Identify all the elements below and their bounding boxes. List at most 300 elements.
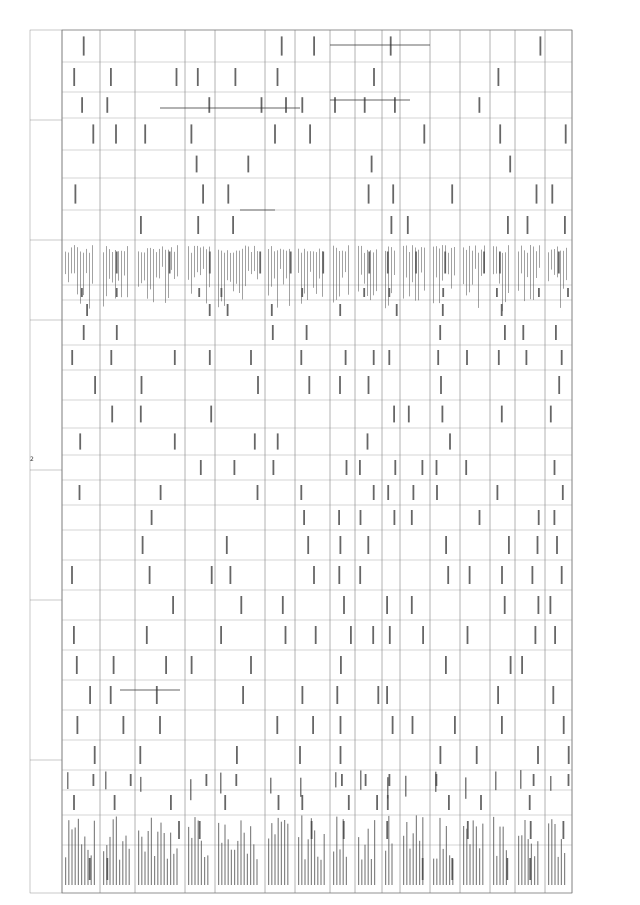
reason-text-line bbox=[230, 253, 231, 282]
cell-value-mark bbox=[504, 325, 506, 340]
cell-value-mark bbox=[554, 460, 556, 475]
cell-value-mark bbox=[299, 746, 301, 764]
cell-value-mark bbox=[302, 686, 304, 704]
reason-text-line bbox=[436, 246, 437, 277]
cell-value-mark bbox=[423, 124, 425, 143]
cell-value-mark bbox=[230, 566, 232, 584]
row-unit-mark bbox=[67, 772, 69, 789]
cell-value-mark bbox=[313, 566, 315, 584]
cell-value-mark bbox=[530, 821, 532, 839]
cell-value-mark bbox=[437, 350, 439, 365]
row-unit-mark bbox=[495, 772, 497, 791]
table-frame bbox=[62, 30, 572, 893]
cell-value-mark bbox=[277, 68, 279, 86]
reason-text-line bbox=[451, 248, 452, 289]
row-name-text-line bbox=[247, 854, 248, 885]
row-name-text-line bbox=[561, 839, 562, 885]
cell-value-mark bbox=[389, 774, 391, 786]
reason-text-line bbox=[257, 251, 258, 279]
cell-value-mark bbox=[227, 304, 229, 316]
reason-text-line bbox=[502, 253, 503, 311]
reason-text-line bbox=[150, 248, 151, 290]
reason-text-line bbox=[313, 251, 314, 287]
row-name-text-line bbox=[364, 845, 365, 885]
cell-value-mark bbox=[146, 626, 148, 644]
cell-value-mark bbox=[537, 536, 539, 554]
reason-text-line bbox=[484, 246, 485, 273]
cell-value-mark bbox=[394, 510, 396, 525]
row-unit-mark bbox=[190, 779, 192, 800]
cell-value-mark bbox=[92, 124, 94, 143]
row-name-text-line bbox=[422, 817, 423, 885]
row-name-text-line bbox=[503, 827, 504, 885]
cell-value-mark bbox=[308, 376, 310, 394]
row-name-text-line bbox=[274, 834, 275, 885]
reason-text-line bbox=[218, 250, 219, 308]
cell-value-mark bbox=[479, 97, 481, 113]
reason-text-line bbox=[496, 247, 497, 274]
cell-value-mark bbox=[373, 68, 375, 86]
row-name-text-line bbox=[413, 833, 414, 885]
row-name-text-line bbox=[173, 854, 174, 885]
cell-value-mark bbox=[110, 350, 112, 365]
cell-value-mark bbox=[110, 68, 112, 86]
cell-value-mark bbox=[386, 821, 388, 839]
reason-text-line bbox=[162, 246, 163, 266]
reason-text-line bbox=[109, 249, 110, 279]
cell-value-mark bbox=[110, 686, 112, 704]
row-name-text-line bbox=[371, 859, 372, 885]
reason-text-line bbox=[418, 250, 419, 301]
row-name-text-line bbox=[463, 826, 464, 885]
row-name-text-line bbox=[278, 818, 279, 885]
reason-text-line bbox=[271, 246, 272, 287]
row-name-text-line bbox=[167, 859, 168, 885]
cell-value-mark bbox=[174, 433, 176, 449]
row-name-text-line bbox=[469, 844, 470, 885]
reason-text-line bbox=[433, 247, 434, 304]
row-unit-mark bbox=[360, 771, 362, 790]
cell-value-mark bbox=[334, 97, 336, 113]
reason-text-line bbox=[521, 246, 522, 274]
row-name-text-line bbox=[531, 844, 532, 885]
cell-value-mark bbox=[373, 485, 375, 500]
row-name-text-line bbox=[253, 844, 254, 885]
cell-value-mark bbox=[211, 566, 213, 584]
reason-text-line bbox=[65, 252, 66, 275]
cell-value-mark bbox=[568, 774, 570, 786]
row-name-text-line bbox=[433, 859, 434, 885]
cell-value-mark bbox=[359, 460, 361, 475]
cell-value-mark bbox=[411, 596, 413, 614]
cell-value-mark bbox=[276, 716, 278, 734]
row-unit-mark bbox=[387, 777, 389, 798]
reason-text-line bbox=[83, 253, 84, 295]
cell-value-mark bbox=[480, 795, 482, 810]
reason-text-line bbox=[188, 246, 189, 280]
reason-text-line bbox=[68, 253, 69, 283]
reason-text-line bbox=[319, 249, 320, 279]
reason-text-line bbox=[370, 250, 371, 300]
cell-value-mark bbox=[312, 716, 314, 734]
row-name-text-line bbox=[268, 839, 269, 886]
cell-value-mark bbox=[315, 626, 317, 644]
reason-text-line bbox=[89, 253, 90, 309]
reason-text-line bbox=[138, 251, 139, 286]
reason-text-line bbox=[191, 253, 192, 294]
cell-value-mark bbox=[412, 716, 414, 734]
reason-text-line bbox=[206, 249, 207, 303]
reason-text-line bbox=[127, 246, 128, 297]
cell-value-mark bbox=[496, 288, 498, 297]
cell-value-mark bbox=[285, 626, 287, 644]
cell-value-mark bbox=[540, 36, 542, 55]
reason-text-line bbox=[339, 251, 340, 297]
row-name-text-line bbox=[271, 823, 272, 885]
reason-text-line bbox=[442, 245, 443, 281]
row-name-text-line bbox=[317, 857, 318, 885]
row-name-text-line bbox=[479, 848, 480, 885]
row-name-text-line bbox=[301, 816, 302, 886]
reason-text-line bbox=[277, 250, 278, 307]
cell-value-mark bbox=[422, 460, 424, 475]
row-name-text-line bbox=[473, 820, 474, 885]
reason-text-line bbox=[236, 251, 237, 284]
reason-text-line bbox=[481, 250, 482, 276]
reason-text-line bbox=[554, 249, 555, 275]
row-name-text-line bbox=[157, 832, 158, 885]
header-band bbox=[30, 30, 62, 893]
cell-value-mark bbox=[501, 566, 503, 584]
row-name-text-line bbox=[496, 856, 497, 885]
row-name-text-line bbox=[518, 836, 519, 885]
cell-value-mark bbox=[550, 406, 552, 423]
reason-text-line bbox=[403, 246, 404, 299]
cell-value-mark bbox=[160, 485, 162, 500]
cell-value-mark bbox=[436, 485, 438, 500]
cell-value-mark bbox=[436, 460, 438, 475]
reason-text-line bbox=[80, 252, 81, 304]
reason-text-line bbox=[551, 250, 552, 270]
row-unit-mark bbox=[105, 772, 107, 790]
reason-text-line bbox=[86, 249, 87, 273]
cell-value-mark bbox=[538, 288, 540, 297]
cell-value-mark bbox=[476, 746, 478, 764]
cell-value-mark bbox=[200, 460, 202, 475]
reason-text-line bbox=[233, 253, 234, 292]
reason-text-line bbox=[194, 246, 195, 277]
row-unit-mark bbox=[550, 776, 552, 791]
cell-value-mark bbox=[340, 716, 342, 734]
cell-value-mark bbox=[199, 821, 201, 839]
cell-value-mark bbox=[373, 350, 375, 365]
reason-text-line bbox=[286, 251, 287, 279]
cell-value-mark bbox=[346, 460, 348, 475]
reason-text-line bbox=[200, 248, 201, 276]
cell-value-mark bbox=[336, 686, 338, 704]
cell-value-mark bbox=[392, 716, 394, 734]
reason-text-line bbox=[409, 252, 410, 296]
reason-text-line bbox=[348, 245, 349, 294]
row-name-text-line bbox=[406, 822, 407, 885]
reason-text-line bbox=[103, 252, 104, 306]
reason-text-line bbox=[298, 249, 299, 273]
cell-value-mark bbox=[142, 536, 144, 554]
reason-text-line bbox=[144, 253, 145, 281]
reason-text-line bbox=[518, 252, 519, 291]
row-unit-mark bbox=[465, 777, 467, 798]
reason-text-line bbox=[412, 245, 413, 282]
cell-value-mark bbox=[526, 350, 528, 365]
reason-text-line bbox=[301, 253, 302, 304]
reason-text-line bbox=[560, 251, 561, 308]
cell-value-mark bbox=[408, 406, 410, 423]
cell-value-mark bbox=[236, 746, 238, 764]
cell-value-mark bbox=[114, 795, 116, 810]
reason-text-line bbox=[406, 246, 407, 278]
cell-value-mark bbox=[111, 406, 113, 423]
row-name-text-line bbox=[176, 848, 177, 885]
cell-value-mark bbox=[442, 406, 444, 423]
row-name-text-line bbox=[416, 815, 417, 885]
cell-value-mark bbox=[307, 536, 309, 554]
cell-value-mark bbox=[538, 510, 540, 525]
reason-text-line bbox=[336, 248, 337, 300]
reason-text-line bbox=[566, 248, 567, 280]
cell-value-mark bbox=[208, 97, 210, 113]
cell-value-mark bbox=[341, 774, 343, 786]
cell-value-mark bbox=[257, 376, 259, 394]
reason-text-line bbox=[472, 251, 473, 285]
cell-value-mark bbox=[447, 566, 449, 584]
cell-value-mark bbox=[442, 304, 444, 316]
row-name-text-line bbox=[228, 839, 229, 885]
cell-value-mark bbox=[198, 288, 200, 297]
cell-value-mark bbox=[533, 774, 535, 786]
cell-value-mark bbox=[139, 746, 141, 764]
reason-text-line bbox=[421, 247, 422, 272]
row-name-text-line bbox=[439, 818, 440, 885]
row-name-text-line bbox=[188, 827, 189, 885]
row-name-text-line bbox=[368, 829, 369, 885]
cell-value-mark bbox=[551, 184, 553, 203]
row-name-text-line bbox=[308, 839, 309, 885]
row-name-text-line bbox=[346, 857, 347, 885]
cell-value-mark bbox=[303, 510, 305, 525]
reason-text-line bbox=[466, 250, 467, 296]
cell-value-mark bbox=[389, 626, 391, 644]
row-name-text-line bbox=[198, 821, 199, 886]
row-unit-mark bbox=[220, 773, 222, 794]
cell-value-mark bbox=[558, 376, 560, 394]
row-name-text-line bbox=[148, 831, 149, 885]
reason-text-line bbox=[475, 246, 476, 269]
row-name-text-line bbox=[106, 845, 107, 885]
cell-value-mark bbox=[565, 124, 567, 143]
cell-value-mark bbox=[210, 406, 212, 423]
reason-text-line bbox=[245, 246, 246, 287]
cell-value-mark bbox=[364, 97, 366, 113]
cell-value-mark bbox=[394, 97, 396, 113]
cell-value-mark bbox=[300, 485, 302, 500]
row-name-text-line bbox=[191, 838, 192, 885]
cell-value-mark bbox=[73, 626, 75, 644]
cell-value-mark bbox=[226, 536, 228, 554]
reason-text-line bbox=[385, 251, 386, 308]
cell-value-mark bbox=[83, 36, 85, 55]
cell-value-mark bbox=[363, 288, 365, 297]
row-name-text-line bbox=[87, 850, 88, 885]
reason-text-line bbox=[174, 252, 175, 279]
row-name-text-line bbox=[358, 837, 359, 885]
cell-value-mark bbox=[116, 325, 118, 340]
cell-value-mark bbox=[209, 304, 211, 316]
cell-value-mark bbox=[89, 686, 91, 704]
cell-value-mark bbox=[442, 288, 444, 297]
cell-value-mark bbox=[309, 124, 311, 143]
row-name-text-line bbox=[231, 850, 232, 885]
cell-value-mark bbox=[272, 325, 274, 340]
row-name-text-line bbox=[94, 821, 95, 885]
cell-value-mark bbox=[368, 252, 370, 274]
cell-value-mark bbox=[250, 656, 252, 674]
cell-value-mark bbox=[567, 288, 569, 297]
cell-value-mark bbox=[510, 656, 512, 674]
reason-text-line bbox=[463, 247, 464, 284]
row-name-text-line bbox=[207, 855, 208, 885]
cell-value-mark bbox=[340, 746, 342, 764]
cell-value-mark bbox=[359, 566, 361, 584]
reason-text-line bbox=[364, 253, 365, 284]
row-name-text-line bbox=[493, 817, 494, 885]
cell-value-mark bbox=[77, 716, 79, 734]
reason-text-line bbox=[478, 253, 479, 308]
reason-text-line bbox=[358, 246, 359, 292]
reason-text-line bbox=[342, 251, 343, 278]
cell-value-mark bbox=[313, 36, 315, 55]
reason-text-line bbox=[536, 251, 537, 278]
reason-text-line bbox=[283, 250, 284, 285]
cell-value-mark bbox=[391, 216, 393, 234]
cell-value-mark bbox=[156, 686, 158, 704]
reason-text-line bbox=[121, 251, 122, 297]
row-name-text-line bbox=[138, 831, 139, 886]
cell-value-mark bbox=[564, 216, 566, 234]
cell-value-mark bbox=[274, 124, 276, 143]
reason-text-line bbox=[159, 249, 160, 279]
row-name-text-line bbox=[201, 841, 202, 885]
cell-value-mark bbox=[393, 406, 395, 423]
cell-value-mark bbox=[79, 485, 81, 500]
cell-value-mark bbox=[300, 350, 302, 365]
cell-value-mark bbox=[451, 184, 453, 203]
row-name-text-line bbox=[336, 817, 337, 885]
cell-value-mark bbox=[422, 626, 424, 644]
cell-value-mark bbox=[151, 510, 153, 525]
reason-text-line bbox=[77, 247, 78, 294]
reason-text-line bbox=[376, 249, 377, 291]
reason-text-line bbox=[209, 247, 210, 288]
cell-value-mark bbox=[499, 124, 501, 143]
cell-value-mark bbox=[172, 596, 174, 614]
row-name-text-line bbox=[374, 820, 375, 885]
cell-value-mark bbox=[339, 376, 341, 394]
reason-text-line bbox=[227, 250, 228, 280]
row-name-text-line bbox=[71, 829, 72, 885]
cell-value-mark bbox=[116, 288, 118, 297]
cell-value-mark bbox=[529, 795, 531, 810]
row-name-text-line bbox=[320, 860, 321, 885]
row-name-text-line bbox=[298, 837, 299, 885]
reason-text-line bbox=[345, 251, 346, 272]
cell-value-mark bbox=[209, 350, 211, 365]
cell-value-mark bbox=[367, 536, 369, 554]
row-name-text-line bbox=[537, 841, 538, 885]
cell-value-mark bbox=[281, 36, 283, 55]
cell-value-mark bbox=[371, 156, 373, 173]
cell-value-mark bbox=[93, 774, 95, 786]
cell-value-mark bbox=[144, 124, 146, 143]
row-name-text-line bbox=[466, 829, 467, 885]
reason-text-line bbox=[141, 252, 142, 283]
cell-value-mark bbox=[556, 536, 558, 554]
reason-text-line bbox=[156, 252, 157, 277]
row-name-text-line bbox=[78, 819, 79, 885]
cell-value-mark bbox=[501, 406, 503, 423]
cell-value-mark bbox=[407, 216, 409, 234]
row-name-text-line bbox=[204, 857, 205, 885]
cell-value-mark bbox=[271, 304, 273, 316]
cell-value-mark bbox=[130, 774, 132, 786]
row-name-text-line bbox=[521, 835, 522, 885]
cell-value-mark bbox=[497, 686, 499, 704]
cell-value-mark bbox=[86, 304, 88, 316]
row-name-text-line bbox=[103, 851, 104, 885]
reason-text-line bbox=[251, 252, 252, 274]
cell-value-mark bbox=[191, 656, 193, 674]
row-name-text-line bbox=[164, 833, 165, 885]
cell-value-mark bbox=[497, 485, 499, 500]
cell-value-mark bbox=[440, 376, 442, 394]
cell-value-mark bbox=[174, 350, 176, 365]
cell-value-mark bbox=[197, 68, 199, 86]
cell-value-mark bbox=[81, 288, 83, 297]
row-unit-mark bbox=[405, 776, 407, 797]
cell-value-mark bbox=[563, 716, 565, 734]
row-unit-mark bbox=[300, 778, 302, 797]
cell-value-mark bbox=[387, 485, 389, 500]
cell-value-mark bbox=[343, 596, 345, 614]
row-name-text-line bbox=[109, 837, 110, 885]
cell-value-mark bbox=[386, 686, 388, 704]
cell-value-mark bbox=[123, 716, 125, 734]
cell-value-mark bbox=[149, 566, 151, 584]
cell-value-mark bbox=[71, 566, 73, 584]
cell-value-mark bbox=[501, 716, 503, 734]
cell-value-mark bbox=[227, 184, 229, 203]
reason-text-line bbox=[203, 247, 204, 269]
cell-value-mark bbox=[498, 68, 500, 86]
row-name-text-line bbox=[403, 836, 404, 885]
cell-value-mark bbox=[558, 252, 560, 274]
cell-value-mark bbox=[170, 795, 172, 810]
reason-text-line bbox=[508, 245, 509, 293]
cell-value-mark bbox=[350, 626, 352, 644]
cell-value-mark bbox=[394, 460, 396, 475]
row-unit-mark bbox=[270, 778, 272, 794]
cell-value-mark bbox=[554, 626, 556, 644]
cell-value-mark bbox=[445, 536, 447, 554]
